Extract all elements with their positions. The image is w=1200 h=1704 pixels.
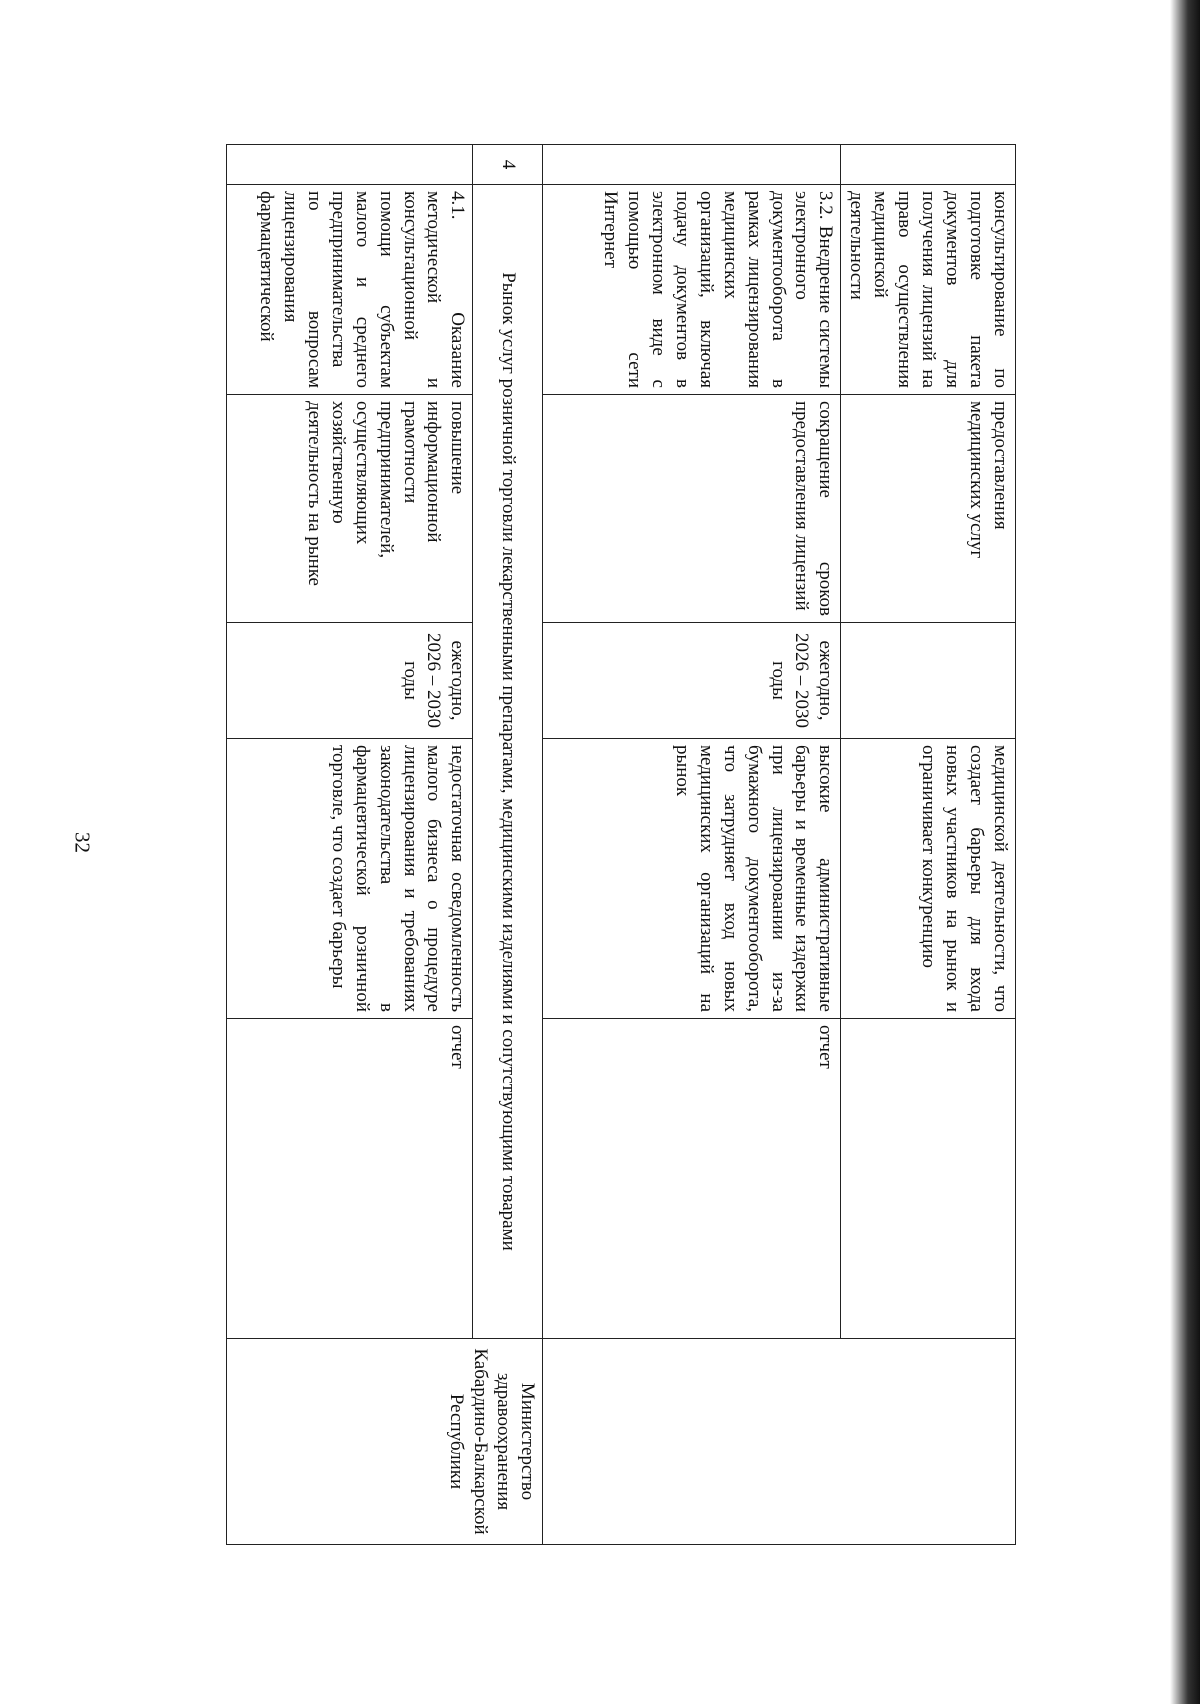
term-cell: ежегодно, 2026 – 2030 годы (543, 623, 841, 739)
row-number-cell (841, 145, 1016, 185)
action-cell: консультирование по подготовке пакета документов для получения лицензий на право осуществления медицинской деятельности (841, 185, 1016, 395)
table-row (841, 145, 1016, 1545)
action-cell: 3.2. Внедрение системы электронного документооборота в рамках лицензирования медицинских организаций, включая подачу документов в электронном виде с помощью сети Интернет (543, 185, 841, 395)
section-row (473, 145, 543, 1545)
table-row (227, 145, 473, 1545)
result-cell: повышение информационной грамотности предпринимателей, осуществляющих хозяйственную деятельность на рынке (227, 395, 473, 623)
measures-table (226, 144, 1016, 1545)
section-number-cell: 4 (473, 145, 543, 185)
result-cell: сокращение сроков предоставления лицензий (543, 395, 841, 623)
rotated-table-page (140, 144, 1016, 1544)
executor-cell (543, 1339, 1016, 1545)
action-cell: 4.1. Оказание методической и консультационной помощи субъектам малого и среднего предпринимательства по вопросам лицензирования фармацевтической (227, 185, 473, 395)
document-cell (841, 1019, 1016, 1339)
page-number: 32 (70, 832, 95, 853)
document-cell: отчет (543, 1019, 841, 1339)
result-cell: предоставления медицинских услуг (841, 395, 1016, 623)
table-row (543, 145, 841, 1545)
section-title-cell: Рынок услуг розничной торговли лекарственными препаратами, медицинскими изделиями и сопутствующими товарами (473, 185, 543, 1339)
problem-cell: медицинской деятельности, что создает барьеры для входа новых участников на рынок и ограничивает конкуренцию (841, 739, 1016, 1019)
scan-edge-shadow (1170, 0, 1200, 1704)
term-cell (841, 623, 1016, 739)
problem-cell: высокие административные барьеры и временные издержки при лицензировании из-за бумажного документооборота, что затрудняет вход новых медицинских организаций на рынок (543, 739, 841, 1019)
row-number-cell (227, 145, 473, 185)
row-number-cell (543, 145, 841, 185)
document-cell: отчет (227, 1019, 473, 1339)
term-cell: ежегодно, 2026 – 2030 годы (227, 623, 473, 739)
executor-cell: Министерство здравоохранения Кабардино-Балкарской Республики (227, 1339, 543, 1545)
problem-cell: недостаточная осведомленность малого бизнеса о процедуре лицензирования и требованиях законодательства в фармацевтической розничной торговле, что создает барьеры (227, 739, 473, 1019)
